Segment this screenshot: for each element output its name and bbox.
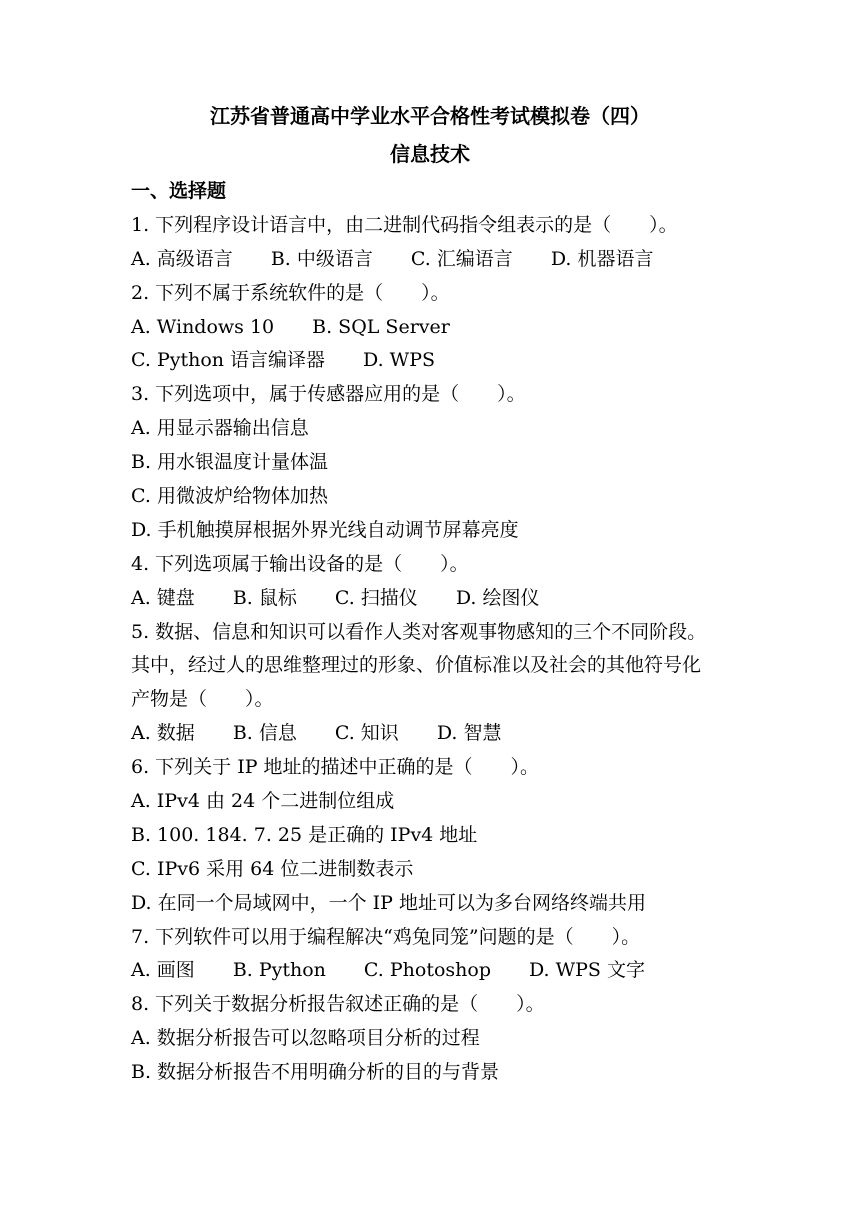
question-2-options-row1 bbox=[131, 311, 771, 345]
question-7-option-c: C. Photoshop bbox=[363, 959, 491, 982]
question-8-option-a: A. 数据分析报告可以忽略项目分析的过程 bbox=[131, 1027, 480, 1050]
question-1-stem: 1. 下列程序设计语言中，由二进制代码指令组表示的是（ ）。 bbox=[131, 213, 678, 236]
question-4-option-c: C. 扫描仪 bbox=[334, 586, 418, 609]
question-list bbox=[131, 175, 771, 1090]
question-5-stem-line-1: 5. 数据、信息和知识可以看作人类对客观事物感知的三个不同阶段。 bbox=[131, 620, 707, 643]
question-3-option-b: B. 用水银温度计量体温 bbox=[131, 451, 329, 474]
exam-title: 江苏省普通高中学业水平合格性考试模拟卷（四） bbox=[210, 104, 650, 128]
question-8-stem: 8. 下列关于数据分析报告叙述正确的是（ ）。 bbox=[131, 993, 545, 1016]
question-6-option-b: B. 100. 184. 7. 25 是正确的 IPv4 地址 bbox=[131, 823, 478, 846]
question-5-option-c: C. 知识 bbox=[334, 722, 399, 745]
question-7-stem: 7. 下列软件可以用于编程解决“鸡兔同笼”问题的是（ ）。 bbox=[131, 925, 641, 948]
question-4-stem: 4. 下列选项属于输出设备的是（ ）。 bbox=[131, 552, 469, 575]
question-7-option-a: A. 画图 bbox=[131, 959, 195, 982]
question-1-option-b: B. 中级语言 bbox=[270, 247, 373, 270]
question-4-options bbox=[131, 582, 771, 616]
question-6-option-d: D. 在同一个局域网中，一个 IP 地址可以为多台网络终端共用 bbox=[131, 891, 647, 914]
question-4-option-a: A. 键盘 bbox=[131, 586, 195, 609]
question-5-option-a: A. 数据 bbox=[131, 722, 195, 745]
question-2-option-a: A. Windows 10 bbox=[131, 315, 275, 338]
subject-title: 信息技术 bbox=[390, 142, 470, 166]
question-2-option-c: C. Python 语言编译器 bbox=[131, 349, 326, 372]
question-6-option-c: C. IPv6 采用 64 位二进制数表示 bbox=[131, 857, 414, 880]
question-5-options bbox=[131, 717, 771, 751]
question-5-option-d: D. 智慧 bbox=[436, 722, 502, 745]
question-7-option-d: D. WPS 文字 bbox=[528, 959, 645, 982]
question-2-stem: 2. 下列不属于系统软件的是（ ）。 bbox=[131, 281, 450, 304]
question-1-option-a: A. 高级语言 bbox=[131, 247, 233, 270]
question-3-option-d: D. 手机触摸屏根据外界光线自动调节屏幕亮度 bbox=[131, 518, 519, 541]
section-heading: 一、选择题 bbox=[131, 180, 227, 202]
question-1-option-d: D. 机器语言 bbox=[550, 247, 654, 270]
question-6-stem: 6. 下列关于 IP 地址的描述中正确的是（ ）。 bbox=[131, 756, 540, 779]
question-4-option-b: B. 鼠标 bbox=[232, 586, 297, 609]
question-7-option-b: B. Python bbox=[232, 959, 326, 982]
question-8-option-b: B. 数据分析报告不用明确分析的目的与背景 bbox=[131, 1061, 500, 1084]
question-2-options-row2 bbox=[131, 344, 771, 378]
question-5-option-b: B. 信息 bbox=[232, 722, 297, 745]
question-1-options bbox=[131, 243, 771, 277]
question-2-option-d: D. WPS bbox=[363, 349, 436, 372]
question-1-option-c: C. 汇编语言 bbox=[410, 247, 513, 270]
question-6-option-a: A. IPv4 由 24 个二进制位组成 bbox=[131, 790, 395, 813]
question-7-options bbox=[131, 954, 771, 988]
question-2-option-b: B. SQL Server bbox=[312, 315, 450, 338]
question-4-option-d: D. 绘图仪 bbox=[455, 586, 540, 609]
question-3-option-c: C. 用微波炉给物体加热 bbox=[131, 485, 328, 508]
question-5-stem-line-3: 产物是（ ）。 bbox=[131, 688, 274, 711]
question-3-stem: 3. 下列选项中，属于传感器应用的是（ ）。 bbox=[131, 383, 526, 406]
question-5-stem-line-2: 其中，经过人的思维整理过的形象、价值标准以及社会的其他符号化 bbox=[131, 654, 702, 677]
question-3-option-a: A. 用显示器输出信息 bbox=[131, 417, 309, 440]
